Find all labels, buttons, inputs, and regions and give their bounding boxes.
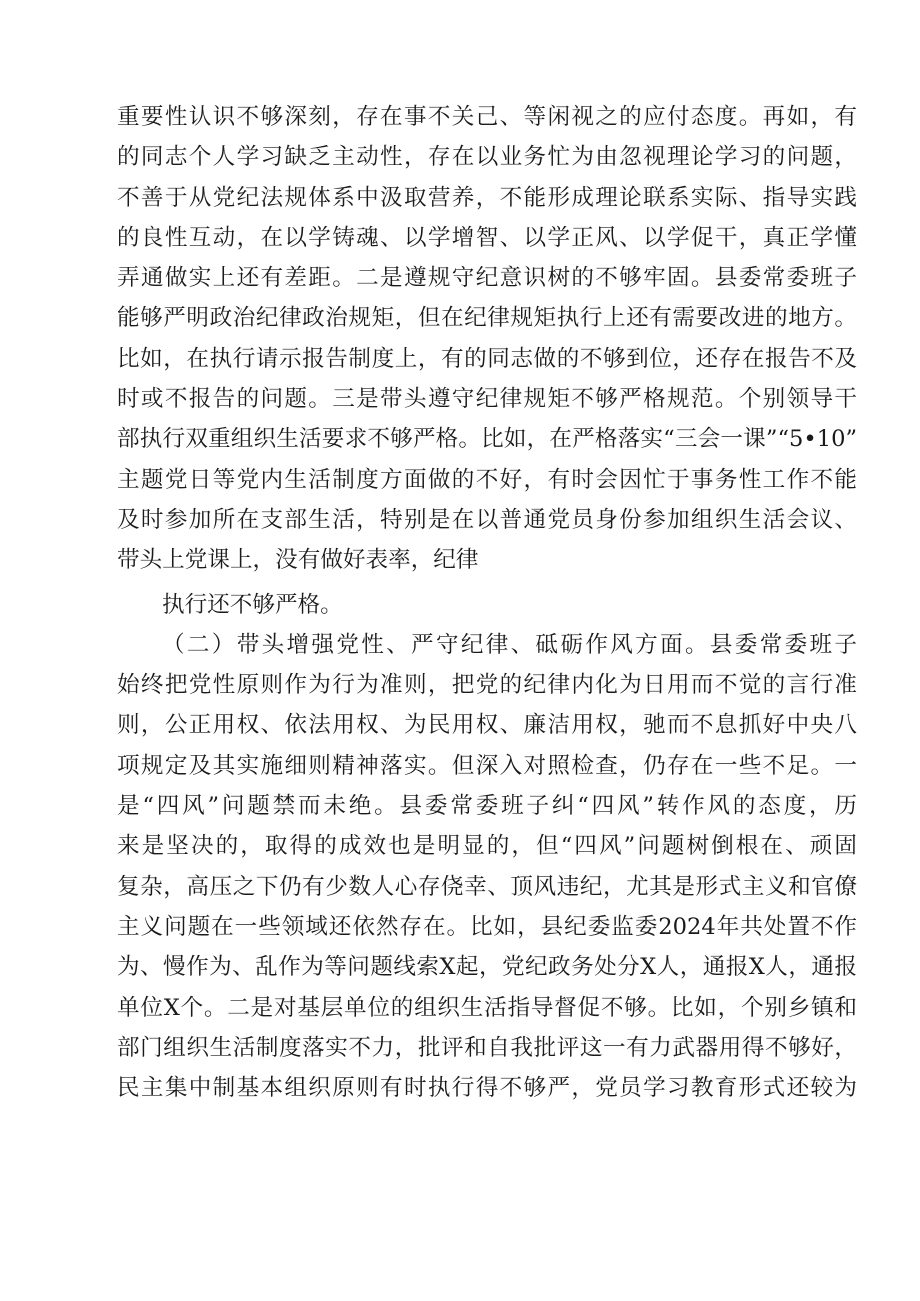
text-line: 及时参加所在支部生活，特别是在以普通党员身份参加组织生活会议、: [117, 506, 857, 533]
text-line: 的良性互动，在以学铸魂、以学增智、以学正风、以学促干，真正学懂: [117, 224, 857, 251]
text-line: 重要性认识不够深刻，存在事不关己、等闲视之的应付态度。再如，有: [117, 104, 857, 130]
text-line: 带头上党课上，没有做好表率，纪律: [117, 547, 479, 574]
text-line: 为、慢作为、乱作为等问题线索X起，党纪政务处分X人，通报X人，通报: [117, 954, 857, 981]
section-heading-line: （二）带头增强党性、严守纪律、砥砺作风方面。县委常委班子: [162, 631, 857, 658]
text-line: 复杂，高压之下仍有少数人心存侥幸、顶风违纪，尤其是形式主义和官僚: [117, 873, 857, 900]
text-line: 部执行双重组织生活要求不够严格。比如，在严格落实“三会一课”“5•10”: [117, 426, 857, 453]
text-line: 比如，在执行请示报告制度上，有的同志做的不够到位，还存在报告不及: [117, 345, 857, 372]
document-body: [117, 97, 857, 1108]
text-line: 是“四风”问题禁而未绝。县委常委班子纠“四风”转作风的态度，历: [117, 793, 857, 820]
text-line: 执行还不够严格。: [162, 591, 343, 618]
text-line: 始终把党性原则作为行为准则，把党的纪律内化为日用而不觉的言行准: [117, 672, 857, 699]
text-line: 单位X个。二是对基层单位的组织生活指导督促不够。比如，个别乡镇和: [117, 994, 857, 1021]
text-line: 能够严明政治纪律政治规矩，但在纪律规矩执行上还有需要改进的地方。: [117, 305, 857, 332]
text-line: 主义问题在一些领域还依然存在。比如，县纪委监委2024年共处置不作: [117, 913, 857, 940]
text-line: 民主集中制基本组织原则有时执行得不够严，党员学习教育形式还较为: [117, 1075, 857, 1102]
text-line: 则，公正用权、依法用权、为民用权、廉洁用权，驰而不息抓好中央八: [117, 712, 857, 739]
text-line: 来是坚决的，取得的成效也是明显的，但“四风”问题树倒根在、顽固: [117, 833, 857, 860]
text-line: 主题党日等党内生活制度方面做的不好，有时会因忙于事务性工作不能: [117, 466, 857, 493]
text-line: 项规定及其实施细则精神落实。但深入对照检查，仍存在一些不足。一: [117, 752, 857, 779]
text-line: 的同志个人学习缺乏主动性，存在以业务忙为由忽视理论学习的问题，: [117, 144, 857, 171]
text-line: 时或不报告的问题。三是带头遵守纪律规矩不够严格规范。个别领导干: [117, 386, 857, 413]
text-line: 部门组织生活制度落实不力，批评和自我批评这一有力武器用得不够好，: [117, 1034, 857, 1061]
text-line: 弄通做实上还有差距。二是遵规守纪意识树的不够牢固。县委常委班子: [117, 265, 857, 292]
text-line: 不善于从党纪法规体系中汲取营养，不能形成理论联系实际、指导实践: [117, 184, 857, 211]
